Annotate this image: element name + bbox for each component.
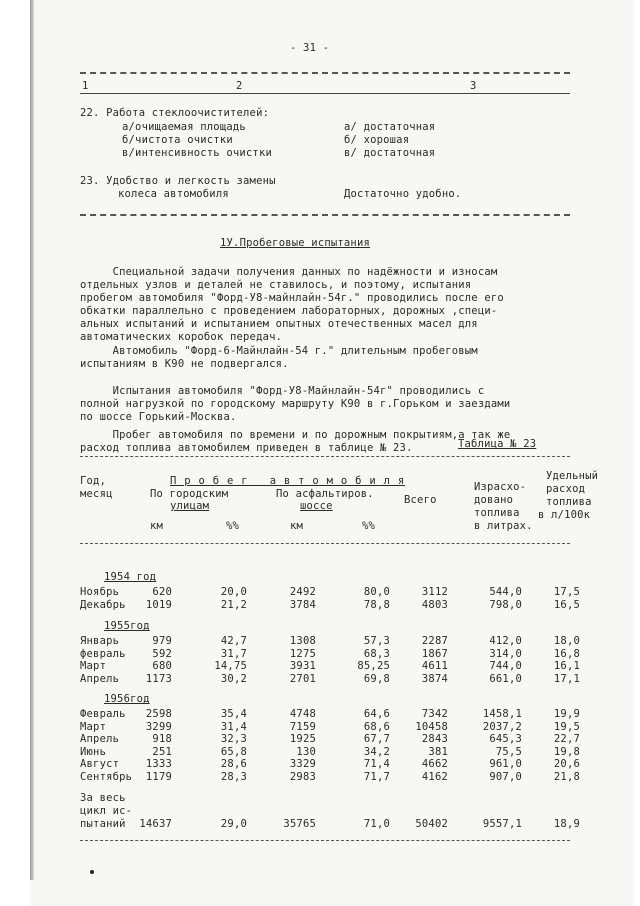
total-label-line: цикл ис- <box>80 805 133 817</box>
item22-row-a-label: а/очищаемая площадь <box>122 121 246 133</box>
table-cell: 544,0 <box>489 586 522 598</box>
col-number-2: 2 <box>236 80 243 92</box>
head-fuel-line1: Израсхо- <box>474 481 527 493</box>
table-cell: 918 <box>152 733 172 746</box>
table-cell: 65,8 <box>220 745 247 758</box>
table-row-month: Март <box>80 660 107 673</box>
table-top-rule <box>80 456 570 457</box>
head-total: Всего <box>404 494 437 506</box>
total-label-line: пытаний <box>80 818 126 830</box>
header-underline <box>80 93 570 94</box>
table-cell: 620 <box>152 586 172 598</box>
head-col1-line2: месяц <box>80 488 113 500</box>
table-cell: 19,9 <box>553 708 580 720</box>
table-cell: 1458,1 <box>482 708 522 720</box>
head-unit-city-pct: %% <box>226 520 240 532</box>
table-cell: 17,5 <box>553 586 580 598</box>
col-number-1: 1 <box>82 80 89 92</box>
table-cell: 3112 <box>421 586 448 598</box>
table-cell: 34,2 <box>363 745 390 758</box>
table-cell: 1179 <box>145 771 172 783</box>
head-asphalt-line1: По асфальтиров. <box>276 488 374 500</box>
table-cell: 4803 <box>421 598 448 611</box>
table-row-month: Ноябрь <box>80 586 120 598</box>
table-cell: 20,6 <box>553 758 580 771</box>
item22-row-c-label: в/интенсивность очистки <box>122 147 272 159</box>
table-cell: 32,3 <box>220 733 247 746</box>
table-cell: 1173 <box>145 672 172 685</box>
table-cell: 17,1 <box>553 672 580 685</box>
head-rate-line1: Удельный <box>546 470 599 482</box>
table-cell: 4748 <box>289 708 316 720</box>
total-cell: 29,0 <box>220 818 247 830</box>
table-cell: 75,5 <box>495 745 522 758</box>
table-cell: 28,6 <box>220 758 247 771</box>
table-bottom-rule <box>80 840 570 841</box>
table-cell: 69,8 <box>363 672 390 685</box>
table-cell: 31,4 <box>220 720 247 733</box>
item23-line1: 23. Удобство и легкость замены <box>80 175 276 187</box>
table-cell: 2843 <box>421 733 448 746</box>
head-fuel-line4: в литрах. <box>474 520 533 532</box>
head-rate-line3: топлива <box>546 496 592 508</box>
table-cell: 4162 <box>421 771 448 783</box>
total-cell: 9557,1 <box>482 818 522 830</box>
table-cell: 21,8 <box>553 771 580 783</box>
year-heading: 1956год <box>104 693 150 705</box>
paragraph-3-line: полной нагрузкой по городскому маршруту К90 в г.Горьком и заездами <box>80 398 511 410</box>
table-cell: 744,0 <box>489 660 522 673</box>
table-cell: 68,6 <box>363 720 390 733</box>
head-unit-city-km: км <box>150 520 164 532</box>
year-heading: 1954 год <box>104 571 157 583</box>
table-cell: 30,2 <box>220 672 247 685</box>
table-cell: 961,0 <box>489 758 522 771</box>
table-row-month: Февраль <box>80 708 126 720</box>
table-cell: 3931 <box>289 660 316 673</box>
table-cell: 251 <box>152 745 172 758</box>
table-row-month: Август <box>80 758 120 771</box>
table-cell: 2983 <box>289 771 316 783</box>
table-cell: 7159 <box>289 720 316 733</box>
table-cell: 18,0 <box>553 635 580 647</box>
paragraph-4-line: расход топлива автомобилем приведен в таблице № 23. <box>80 442 413 454</box>
total-cell: 18,9 <box>553 818 580 830</box>
paragraph-3-line: Испытания автомобиля "Форд-У8-Майнлайн-54г" проводились с <box>80 385 485 397</box>
head-fuel-line2: довано <box>474 494 514 506</box>
item23-value: Достаточно удобно. <box>344 188 462 200</box>
item22-row-a-value: а/ достаточная <box>344 121 436 133</box>
table-cell: 16,5 <box>553 598 580 611</box>
table-cell: 14,75 <box>214 660 247 673</box>
table-cell: 3299 <box>145 720 172 733</box>
total-cell: 35765 <box>283 818 316 830</box>
table-cell: 907,0 <box>489 771 522 783</box>
head-col1-line1: Год, <box>80 475 107 487</box>
top-separator <box>80 72 570 74</box>
table-cell: 314,0 <box>489 647 522 660</box>
table-row-month: Апрель <box>80 733 120 746</box>
table-cell: 1019 <box>145 598 172 611</box>
table-row-month: Июнь <box>80 745 107 758</box>
table-cell: 4611 <box>421 660 448 673</box>
table-cell: 979 <box>152 635 172 647</box>
table-cell: 42,7 <box>220 635 247 647</box>
table-cell: 68,3 <box>363 647 390 660</box>
total-cell: 71,0 <box>363 818 390 830</box>
table-cell: 31,7 <box>220 647 247 660</box>
table-row-month: Декабрь <box>80 598 126 611</box>
table-head-rule <box>80 543 570 544</box>
table-cell: 1333 <box>145 758 172 771</box>
head-fuel-line3: топлива <box>474 507 520 519</box>
table-cell: 10458 <box>415 720 448 733</box>
head-city-line1: По городским <box>150 488 229 500</box>
head-unit-asph-pct: %% <box>362 520 376 532</box>
table-cell: 1308 <box>289 635 316 647</box>
total-label-line: За весь <box>80 792 126 804</box>
head-group-mileage: П р о б е г а в т о м о б и л я <box>170 475 406 487</box>
section-title: 1У.Пробеговые испытания <box>220 237 370 249</box>
table-cell: 28,3 <box>220 771 247 783</box>
section-separator <box>80 214 570 216</box>
year-heading: 1955год <box>104 620 150 632</box>
table-cell: 22,7 <box>553 733 580 746</box>
paragraph-1-line: пробегом автомобиля "Форд-У8-майнлайн-54г." проводились после его <box>80 292 504 304</box>
page-number: - 31 - <box>290 42 330 54</box>
table-cell: 16,8 <box>553 647 580 660</box>
table-cell: 3784 <box>289 598 316 611</box>
table-cell: 381 <box>428 745 448 758</box>
item22-row-b-value: б/ хорошая <box>344 134 410 146</box>
table-cell: 16,1 <box>553 660 580 673</box>
table-cell: 67,7 <box>363 733 390 746</box>
paragraph-1-line: Специальной задачи получения данных по надёжности и износам <box>80 266 498 278</box>
table-cell: 2598 <box>145 708 172 720</box>
table-cell: 21,2 <box>220 598 247 611</box>
table-cell: 1925 <box>289 733 316 746</box>
table-cell: 798,0 <box>489 598 522 611</box>
paragraph-1-line: отдельных узлов и деталей не ставилось, и поэтому, испытания <box>80 279 472 291</box>
page-binding-edge <box>30 0 34 880</box>
table-cell: 19,5 <box>553 720 580 733</box>
table-caption: Таблица № 23 <box>458 438 537 450</box>
item22-title: 22. Работа стеклоочистителей: <box>80 107 270 119</box>
item22-row-c-value: в/ достаточная <box>344 147 436 159</box>
table-cell: 645,3 <box>489 733 522 746</box>
table-row-month: Январь <box>80 635 120 647</box>
paragraph-2-line: Автомобиль "Форд-6-Майнлайн-54 г." длительным пробеговым <box>80 345 478 357</box>
table-cell: 3874 <box>421 672 448 685</box>
table-cell: 78,8 <box>363 598 390 611</box>
table-row-month: Апрель <box>80 672 120 685</box>
paragraph-1-line: автоматических коробок передач. <box>80 331 283 343</box>
total-cell: 50402 <box>415 818 448 830</box>
table-row-month: Сентябрь <box>80 771 133 783</box>
table-cell: 2701 <box>289 672 316 685</box>
table-cell: 661,0 <box>489 672 522 685</box>
table-cell: 4662 <box>421 758 448 771</box>
head-unit-asph-km: км <box>290 520 304 532</box>
head-rate-line2: расход <box>546 483 586 495</box>
table-row-month: Март <box>80 720 107 733</box>
paragraph-1-line: обкатки параллельно с проведением лабораторных, дорожных ,специ- <box>80 305 498 317</box>
table-cell: 64,6 <box>363 708 390 720</box>
col-number-3: 3 <box>470 80 477 92</box>
head-city-line2: улицам <box>170 500 210 512</box>
table-cell: 80,0 <box>363 586 390 598</box>
table-cell: 85,25 <box>357 660 390 673</box>
table-cell: 2287 <box>421 635 448 647</box>
paragraph-4-line: Пробег автомобиля по времени и по дорожным покрытиям,а так же <box>80 429 511 441</box>
table-cell: 1867 <box>421 647 448 660</box>
table-cell: 2037,2 <box>482 720 522 733</box>
table-cell: 680 <box>152 660 172 673</box>
table-cell: 7342 <box>421 708 448 720</box>
stray-mark <box>90 870 94 874</box>
paragraph-2-line: испытаниям в К90 не подвергался. <box>80 358 289 370</box>
table-cell: 412,0 <box>489 635 522 647</box>
table-cell: 3329 <box>289 758 316 771</box>
table-cell: 1275 <box>289 647 316 660</box>
paragraph-3-line: по шоссе Горький-Москва. <box>80 411 237 423</box>
head-asphalt-line2: шоссе <box>300 500 333 512</box>
table-cell: 592 <box>152 647 172 660</box>
table-cell: 19,8 <box>553 745 580 758</box>
table-cell: 35,4 <box>220 708 247 720</box>
table-cell: 2492 <box>289 586 316 598</box>
table-cell: 130 <box>296 745 316 758</box>
table-row-month: февраль <box>80 647 126 660</box>
table-cell: 20,0 <box>220 586 247 598</box>
table-cell: 57,3 <box>363 635 390 647</box>
table-cell: 71,7 <box>363 771 390 783</box>
head-rate-line4: в л/100к <box>538 509 591 521</box>
paragraph-1-line: альных испытаний и испытанием опытных отечественных масел для <box>80 318 478 330</box>
item23-line2: колеса автомобиля <box>118 188 229 200</box>
total-cell: 14637 <box>139 818 172 830</box>
item22-row-b-label: б/чистота очистки <box>122 134 233 146</box>
table-cell: 71,4 <box>363 758 390 771</box>
